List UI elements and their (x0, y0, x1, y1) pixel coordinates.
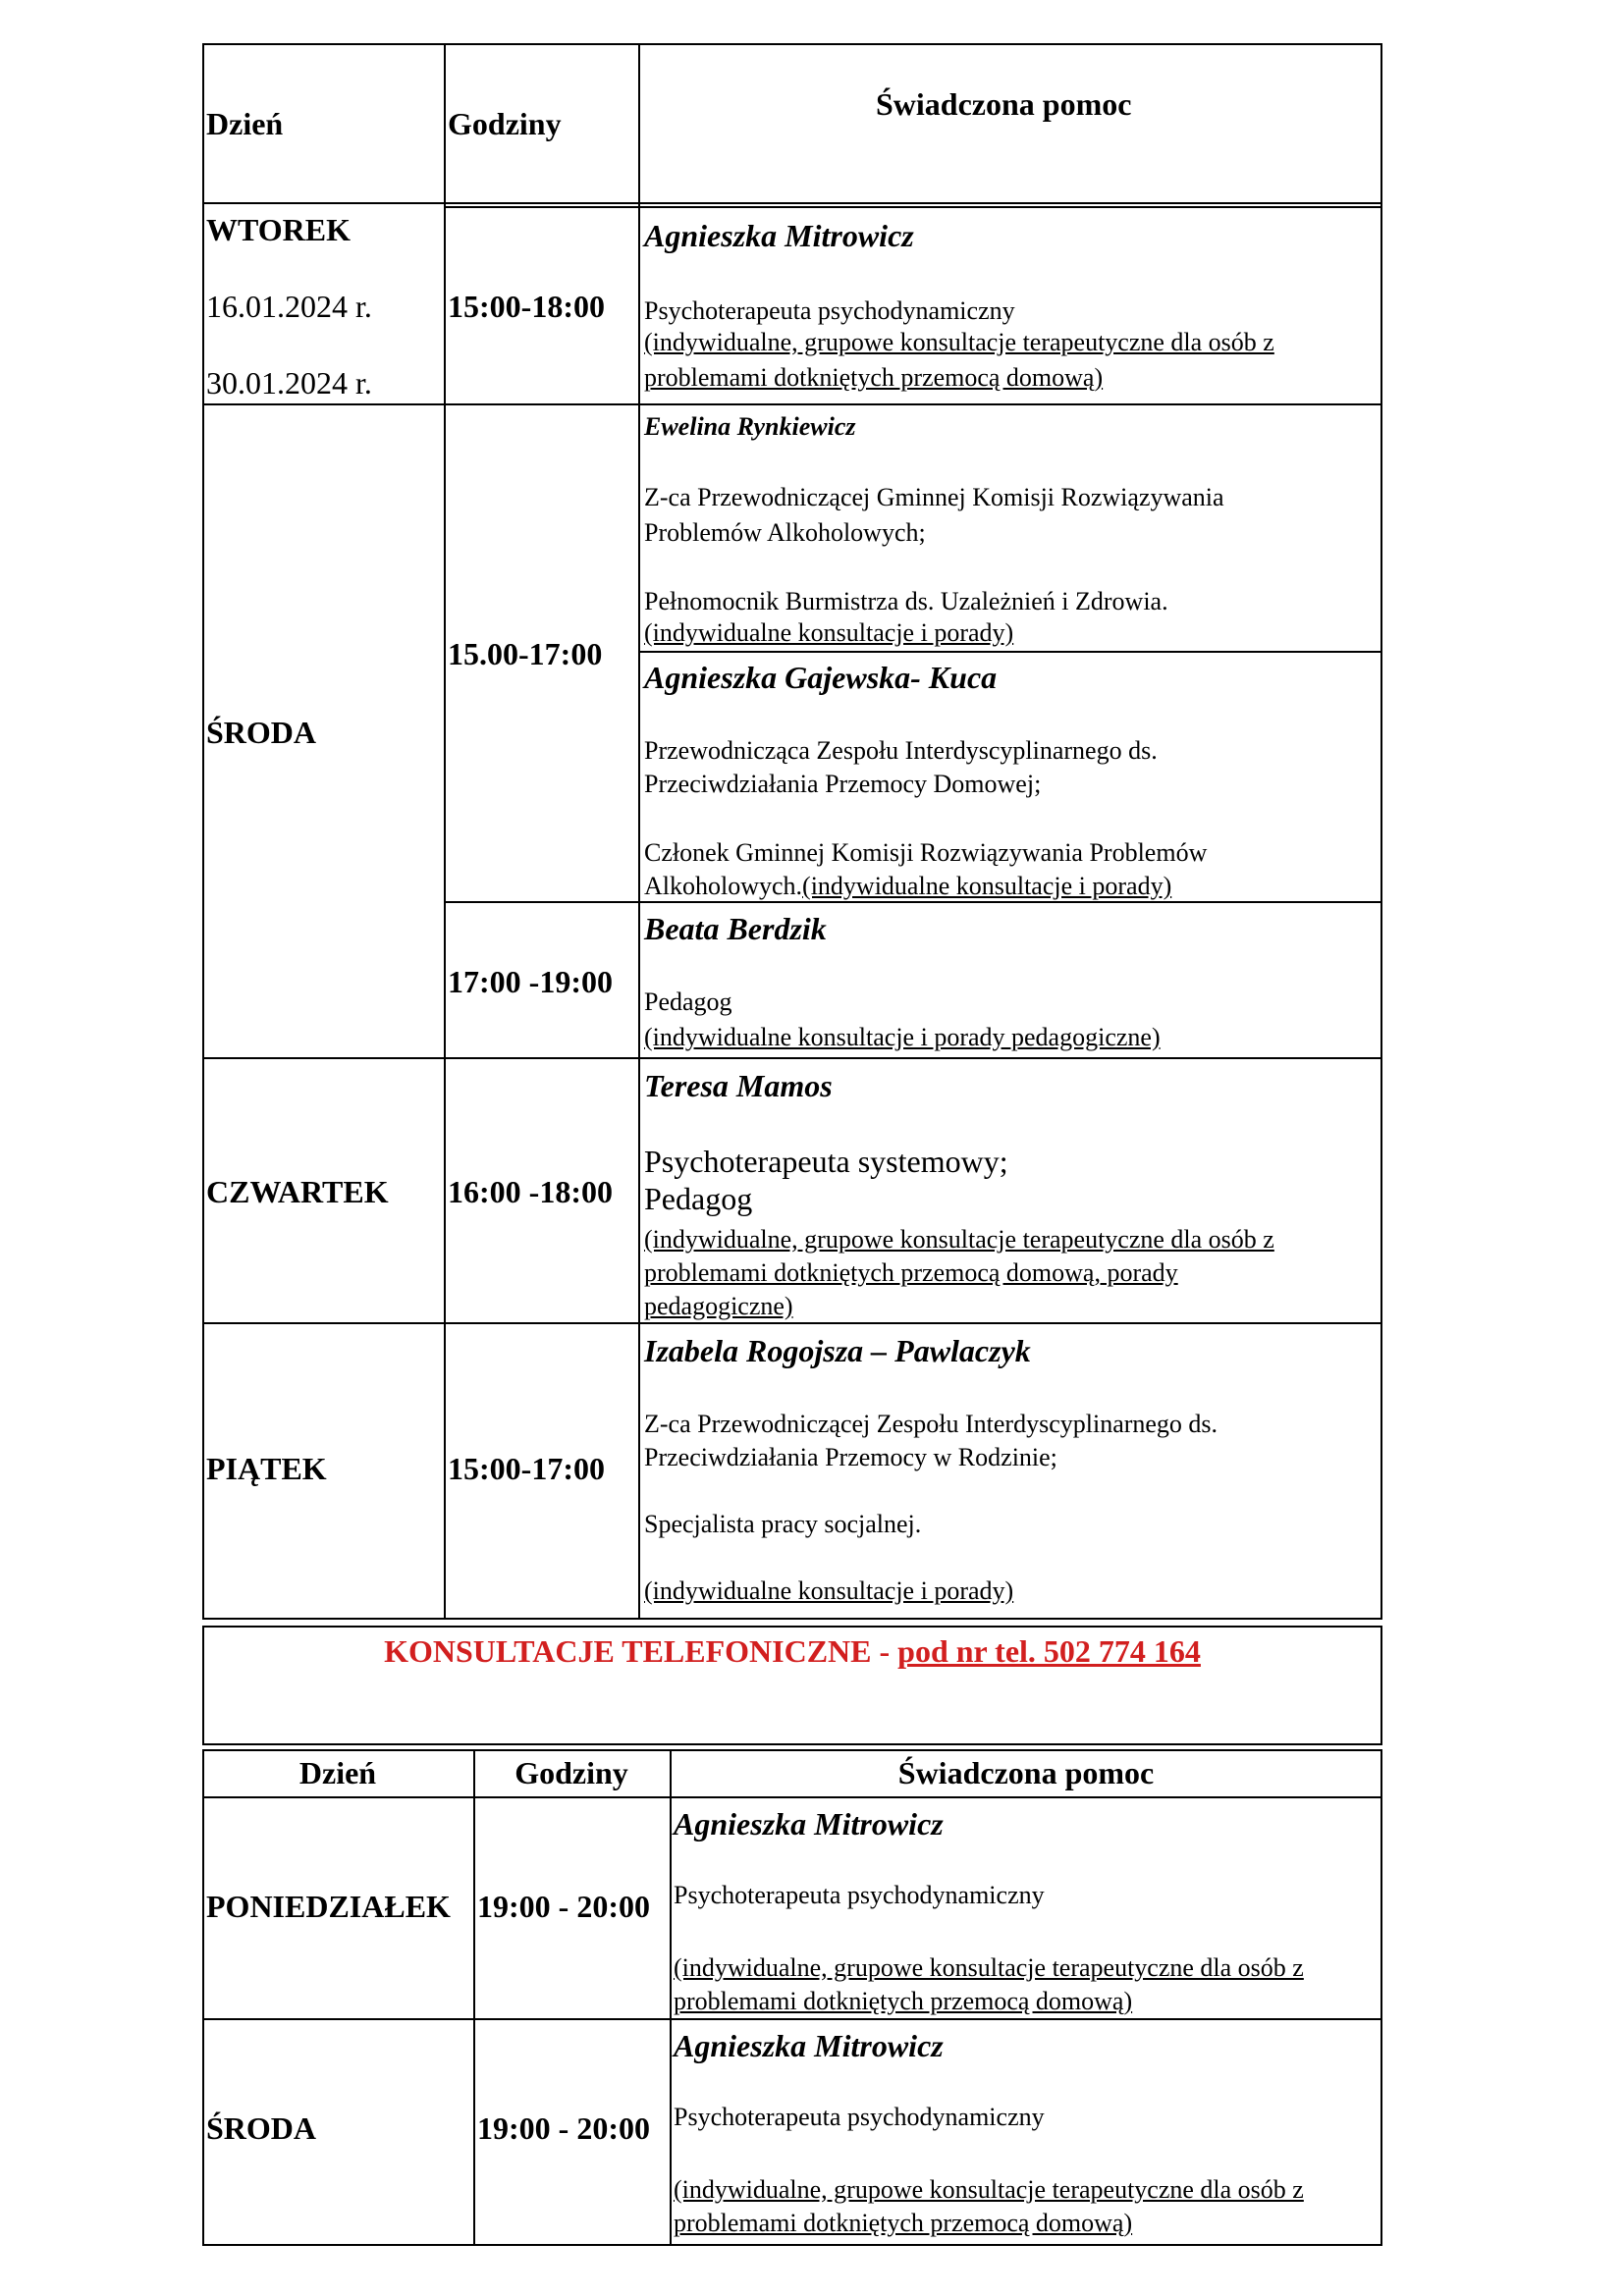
header-day: Dzień (298, 1755, 377, 1790)
header-day: Dzień (206, 106, 284, 141)
service-note: (indywidualne konsultacje i porady) (802, 872, 1172, 900)
service-note: (indywidualne konsultacje i porady pedagogiczne) (644, 1023, 1161, 1051)
phone-number: pod nr tel. 502 774 164 (897, 1633, 1201, 1669)
hours-thursday: 16:00 -18:00 (448, 1174, 613, 1209)
service-note: (indywidualne, grupowe konsultacje terapeutyczne dla osób z (644, 328, 1274, 356)
phone-banner-title (202, 1633, 1382, 1670)
service-note: (indywidualne, grupowe konsultacje terapeutyczne dla osób z (644, 1225, 1274, 1254)
service-note: (indywidualne, grupowe konsultacje terapeutyczne dla osób z (674, 1953, 1304, 1982)
hours-wednesday: 19:00 - 20:00 (477, 2110, 650, 2146)
person-role: Przeciwdziałania Przemocy Domowej; (644, 770, 1042, 798)
service-note: pedagogiczne) (644, 1292, 793, 1320)
service-note: (indywidualne, grupowe konsultacje terapeutyczne dla osób z (674, 2175, 1304, 2204)
day-tuesday: WTOREK (206, 212, 351, 247)
day-wednesday: ŚRODA (206, 715, 317, 750)
person-name: Teresa Mamos (644, 1068, 833, 1103)
person-role: Pełnomocnik Burmistrza ds. Uzależnień i Zdrowia. (644, 587, 1168, 615)
date-2: 30.01.2024 r. (206, 365, 372, 400)
person-role: Psychoterapeuta psychodynamiczny (674, 1881, 1045, 1909)
person-role: Z-ca Przewodniczącej Zespołu Interdyscyplinarnego ds. (644, 1410, 1218, 1438)
person-name: Agnieszka Gajewska- Kuca (644, 660, 998, 695)
person-role: Specjalista pracy socjalnej. (644, 1510, 922, 1538)
person-name: Ewelina Rynkiewicz (644, 412, 856, 441)
service-note: problemami dotkniętych przemocą domową, porady (644, 1258, 1178, 1287)
hours-wednesday-1: 15.00-17:00 (448, 636, 603, 671)
person-role: Z-ca Przewodniczącej Gminnej Komisji Rozwiązywania (644, 483, 1224, 511)
hours-tuesday: 15:00-18:00 (448, 289, 605, 324)
header-help: Świadczona pomoc (897, 1755, 1155, 1790)
person-name: Izabela Rogojsza – Pawlaczyk (644, 1333, 1031, 1368)
person-role-part: Alkoholowych. (644, 872, 803, 900)
phone-title-text: KONSULTACJE TELEFONICZNE - (384, 1633, 898, 1669)
header-help: Świadczona pomoc (876, 86, 1132, 122)
day-thursday: CZWARTEK (206, 1174, 389, 1209)
hours-friday: 15:00-17:00 (448, 1451, 605, 1486)
day-friday: PIĄTEK (206, 1451, 327, 1486)
person-role: Psychoterapeuta systemowy; (644, 1144, 1008, 1179)
person-role: Pedagog (644, 988, 732, 1016)
person-role: Członek Gminnej Komisji Rozwiązywania Problemów (644, 838, 1208, 867)
header-hours: Godziny (448, 106, 562, 141)
service-note: (indywidualne konsultacje i porady) (644, 1576, 1014, 1605)
person-name: Agnieszka Mitrowicz (644, 218, 914, 253)
person-role: Pedagog (644, 1181, 753, 1216)
service-note: problemami dotkniętych przemocą domową) (674, 2209, 1133, 2237)
person-role: Psychoterapeuta psychodynamiczny (644, 296, 1015, 325)
service-note: problemami dotkniętych przemocą domową) (674, 1987, 1133, 2015)
hours-monday: 19:00 - 20:00 (477, 1889, 650, 1924)
person-role (644, 870, 1171, 903)
day-monday: PONIEDZIAŁEK (206, 1889, 451, 1924)
date-1: 16.01.2024 r. (206, 289, 372, 324)
person-role: Psychoterapeuta psychodynamiczny (674, 2103, 1045, 2131)
day-wednesday: ŚRODA (206, 2110, 317, 2146)
person-name: Agnieszka Mitrowicz (674, 2028, 944, 2063)
service-note: (indywidualne konsultacje i porady) (644, 618, 1014, 647)
hours-wednesday-2: 17:00 -19:00 (448, 964, 613, 999)
service-note: problemami dotkniętych przemocą domową) (644, 363, 1104, 392)
person-name: Beata Berdzik (644, 911, 827, 946)
person-name: Agnieszka Mitrowicz (674, 1806, 944, 1842)
person-role: Problemów Alkoholowych; (644, 518, 926, 547)
person-role: Przewodnicząca Zespołu Interdyscyplinarnego ds. (644, 736, 1158, 765)
header-hours: Godziny (514, 1755, 628, 1790)
person-role: Przeciwdziałania Przemocy w Rodzinie; (644, 1443, 1057, 1471)
